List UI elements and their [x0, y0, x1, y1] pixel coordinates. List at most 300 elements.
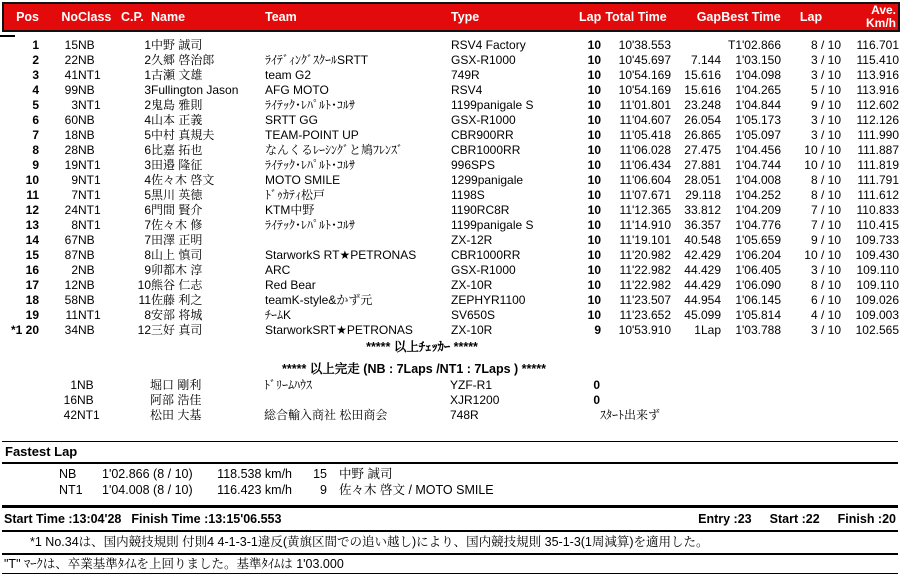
lap-count-cell: 10: [587, 143, 601, 158]
car-number-cell: 67: [64, 233, 78, 248]
lap-count-cell: 10: [587, 53, 601, 68]
rider-name-cell: 佐々木 啓文 / MOTO SMILE: [339, 482, 494, 497]
class-cell: NB: [78, 233, 95, 248]
average-speed-cell: 112.126: [856, 113, 899, 128]
class-position-cell: 11: [138, 293, 151, 308]
class-position-cell: 7: [144, 233, 151, 248]
class-cell: NT1: [78, 68, 101, 83]
best-time-cell: 1'04.209: [735, 203, 781, 218]
machine-type-cell: 1198S: [451, 188, 485, 203]
team-name-cell: ﾗｲﾃｯｸ･ﾚﾊﾟﾙﾄ･ｺﾙｻ: [265, 98, 356, 113]
gap-cell: 26.865: [684, 128, 721, 143]
best-time-cell: 1'03.150: [735, 53, 781, 68]
car-number-cell: 28: [64, 143, 78, 158]
average-speed-cell: 111.990: [857, 128, 899, 143]
dnf-section: [2, 378, 898, 423]
fastest-lap-title: Fastest Lap: [5, 444, 78, 459]
gap-cell: 36.357: [684, 218, 721, 233]
t-mark-note: "T" ﾏｰｸは、卒業基準ﾀｲﾑを上回りました。基準ﾀｲﾑは 1'03.000: [2, 555, 898, 574]
class-cell: NT1: [77, 408, 100, 422]
gap-cell: 33.812: [684, 203, 721, 218]
car-number-cell: 16: [63, 393, 77, 407]
team-name-cell: ﾄﾞﾘｰﾑﾊｳｽ: [264, 378, 313, 392]
table-row: [3, 98, 899, 113]
total-time-cell: 11'06.028: [619, 143, 671, 158]
position-cell: 8: [32, 143, 39, 158]
gap-cell: 27.475: [684, 143, 721, 158]
total-time-cell: 10'53.910: [618, 323, 671, 338]
team-name-cell: StarworkS RT★PETRONAS: [265, 248, 417, 263]
team-name-cell: ﾄﾞｩｶﾃｨ松戸: [265, 188, 326, 203]
best-lap-cell: 10 / 10: [804, 143, 841, 158]
team-name-cell: ﾗｲﾃｯｸ･ﾚﾊﾟﾙﾄ･ｺﾙｻ: [265, 158, 356, 173]
best-lap-cell: 8 / 10: [810, 278, 841, 293]
empty-cell: [327, 467, 339, 483]
empty-cell: [2, 393, 38, 408]
dnf-table: [2, 378, 898, 423]
machine-type-cell: 1190RC8R: [451, 203, 510, 218]
lap-count-cell: 10: [587, 113, 601, 128]
empty-cell: [120, 393, 150, 408]
total-time-cell: 11'06.604: [619, 173, 671, 188]
lap-count-cell: 10: [587, 98, 601, 113]
best-time-cell: T1'02.866: [728, 38, 781, 53]
col-header-ave-line2: Km/h: [866, 16, 896, 30]
best-lap-cell: 7 / 10: [810, 218, 841, 233]
class-cell: NT1: [78, 98, 101, 113]
class-position-cell: 8: [144, 308, 151, 323]
car-number-cell: 2: [71, 263, 78, 278]
machine-type-cell: 1299panigale: [451, 173, 524, 188]
class-position-cell: 12: [137, 323, 151, 338]
car-number-cell: 19: [64, 158, 78, 173]
class-position-cell: 10: [137, 278, 151, 293]
gap-cell: 44.954: [684, 293, 721, 308]
content: [2, 2, 898, 574]
position-cell: 14: [25, 233, 39, 248]
class-position-cell: 5: [144, 128, 151, 143]
col-header-class: Class: [78, 10, 112, 24]
car-number-cell: 8: [71, 218, 78, 233]
col-header-ave-kmh: [841, 3, 899, 31]
lap-count-cell: 0: [593, 378, 600, 392]
total-time-cell: 11'05.418: [619, 128, 671, 143]
machine-type-cell: SV650S: [451, 308, 496, 323]
gap-cell: 44.429: [684, 278, 721, 293]
dnf-note-cell: [600, 393, 898, 408]
empty-cell: [120, 378, 150, 393]
lap-count-cell: 10: [587, 68, 601, 83]
machine-type-cell: 1199panigale S: [451, 218, 534, 233]
table-row: [3, 158, 899, 173]
average-speed-cell: 112.602: [856, 98, 899, 113]
position-cell: 13: [25, 218, 39, 233]
class-cell: NB: [78, 38, 95, 53]
class-cell: NT1: [78, 218, 101, 233]
machine-type-cell: CBR1000RR: [451, 248, 521, 263]
position-cell: 9: [32, 158, 39, 173]
dnf-note-cell: [600, 378, 898, 393]
gap-cell: 40.548: [684, 233, 721, 248]
average-speed-cell: 111.612: [857, 188, 899, 203]
class-cell: NB: [78, 278, 95, 293]
empty-cell: [2, 467, 59, 483]
machine-type-cell: ZX-12R: [451, 233, 493, 248]
col-header-best-lap: Lap: [799, 10, 823, 24]
gap-cell: 42.429: [684, 248, 721, 263]
class-position-cell: 7: [144, 218, 151, 233]
class-cell: NB: [78, 293, 95, 308]
lap-count-cell: 10: [587, 278, 601, 293]
class-position-cell: 1: [144, 38, 151, 53]
table-row: [3, 323, 899, 338]
machine-type-cell: RSV4 Factory: [451, 38, 526, 53]
total-time-cell: 10'38.553: [618, 38, 671, 53]
lap-count-cell: [578, 408, 600, 423]
class-cell: NB: [59, 467, 77, 481]
team-name-cell: ﾁｰﾑK: [265, 308, 292, 323]
table-row: [3, 68, 899, 83]
gap-cell: 15.616: [684, 83, 721, 98]
rider-name-cell: 中村 真規夫: [151, 128, 215, 143]
rider-name-cell: 阿部 浩佳: [150, 393, 202, 407]
total-time-cell: 11'20.982: [619, 248, 671, 263]
team-name-cell: TEAM-POINT UP: [265, 128, 359, 143]
car-number-cell: 34: [64, 323, 78, 338]
class-position-cell: 9: [144, 263, 151, 278]
start-time: Start Time :13:04'28: [4, 512, 122, 526]
lap-count-cell: 10: [587, 248, 601, 263]
car-number-cell: 24: [64, 203, 78, 218]
gap-cell: 1Lap: [694, 323, 721, 338]
checker-separator: ***** 以上ﾁｪｯｶｰ *****: [366, 340, 478, 354]
best-time-cell: 1'06.145: [735, 293, 781, 308]
class-position-cell: 3: [144, 83, 151, 98]
average-speed-cell: 113.916: [856, 83, 899, 98]
table-header: [3, 3, 899, 31]
class-cell: NT1: [59, 482, 83, 497]
machine-type-cell: ZEPHYR1100: [451, 293, 526, 308]
team-name-cell: SRTT GG: [265, 113, 318, 128]
total-time-cell: 11'01.801: [619, 98, 671, 113]
footer-times: [2, 505, 898, 532]
rider-name-cell: 田邉 隆征: [151, 158, 203, 173]
class-cell: NT1: [78, 173, 101, 188]
machine-type-cell: ZX-10R: [451, 278, 493, 293]
best-lap-cell: 8 / 10: [810, 173, 841, 188]
rider-name-cell: 比嘉 拓也: [151, 143, 203, 158]
best-lap-cell: 9 / 10: [810, 98, 841, 113]
rider-name-cell: 松田 大基: [150, 408, 202, 422]
rider-name-cell: 堀口 剛利: [150, 378, 202, 392]
class-cell: NB: [78, 248, 95, 263]
class-cell: NB: [78, 53, 95, 68]
machine-type-cell: GSX-R1000: [451, 53, 516, 68]
class-position-cell: 3: [144, 158, 151, 173]
col-header-lap: Lap: [579, 10, 602, 24]
best-time-cell: 1'05.173: [735, 113, 781, 128]
rider-name-cell: 中野 誠司: [151, 38, 203, 53]
team-name-cell: ﾗｲﾃﾞｨﾝｸﾞｽｸｰﾙSRTT: [265, 53, 369, 68]
spacer-row: [3, 31, 899, 38]
best-time-cell: 1'04.252: [735, 188, 781, 203]
total-time-cell: 10'45.697: [618, 53, 671, 68]
table-row: [3, 293, 899, 308]
total-time-cell: 11'07.671: [619, 188, 671, 203]
best-lap-cell: 3 / 10: [810, 263, 841, 278]
finishers-separator: ***** 以上完走 (NB : 7Laps /NT1 : 7Laps ) *****: [282, 362, 546, 376]
best-lap-cell: 10 / 10: [804, 248, 841, 263]
rider-name-cell: 佐々木 修: [151, 218, 203, 233]
class-position-cell: 4: [144, 173, 151, 188]
col-header-cp: C.P.: [121, 10, 144, 24]
gap-cell: 28.051: [684, 173, 721, 188]
class-cell: NB: [78, 128, 95, 143]
rider-name-cell: 門間 賢介: [151, 203, 203, 218]
finish-time: Finish Time :13:15'06.553: [131, 512, 282, 526]
class-cell: NT1: [78, 308, 101, 323]
team-name-cell: [265, 233, 451, 248]
lap-count-cell: 10: [587, 173, 601, 188]
car-number-cell: 18: [64, 128, 78, 143]
car-number-cell: 15: [64, 38, 78, 53]
best-time-cell: 1'04.008: [735, 173, 781, 188]
best-lap-cell: 4 / 10: [810, 308, 841, 323]
best-time-cell: 1'06.090: [735, 278, 781, 293]
best-lap-cell: 3 / 10: [810, 113, 841, 128]
car-number-cell: 15: [313, 467, 327, 481]
car-number-cell: 22: [64, 53, 78, 68]
gap-cell: 44.429: [684, 263, 721, 278]
machine-type-cell: CBR1000RR: [451, 143, 521, 158]
class-cell: NB: [78, 83, 95, 98]
gap-cell: 29.118: [685, 188, 721, 203]
fastest-time-cell: 1'04.008 (8 / 10): [102, 482, 193, 497]
rider-name-cell: 田澤 正明: [151, 233, 203, 248]
team-name-cell: なんくるﾚｰｼﾝｸﾞと鳩ﾌﾚﾝｽﾞ: [265, 143, 404, 158]
total-time-cell: 11'04.607: [619, 113, 671, 128]
rider-name-cell: 安部 将城: [151, 308, 203, 323]
position-cell: 11: [26, 188, 39, 203]
team-name-cell: Red Bear: [265, 278, 316, 293]
average-speed-cell: 111.887: [857, 143, 899, 158]
car-number-cell: 60: [64, 113, 78, 128]
col-header-pos: Pos: [16, 10, 39, 24]
rider-name-cell: 佐々木 啓文: [151, 173, 215, 188]
fastest-time-cell: 1'02.866 (8 / 10): [102, 467, 193, 481]
best-time-cell: 1'04.265: [735, 83, 781, 98]
gap-cell: 27.881: [684, 158, 721, 173]
best-time-cell: 1'04.844: [735, 98, 781, 113]
best-lap-cell: 5 / 10: [810, 83, 841, 98]
position-cell: 10: [25, 173, 39, 188]
class-cell: NT1: [78, 203, 101, 218]
rider-name-cell: 佐藤 利之: [151, 293, 203, 308]
rider-name-cell: 熊谷 仁志: [151, 278, 203, 293]
class-cell: NT1: [78, 158, 101, 173]
rider-name-cell: 久郷 啓治郎: [151, 53, 215, 68]
machine-type-cell: 749R: [451, 68, 480, 83]
machine-type-cell: CBR900RR: [451, 128, 514, 143]
fastest-speed-cell: 118.538 km/h: [217, 467, 292, 481]
average-speed-cell: 109.003: [855, 308, 899, 323]
rider-name-cell: Fullington Jason: [151, 83, 239, 98]
car-number-cell: 11: [65, 308, 78, 323]
table-row: [3, 248, 899, 263]
lap-count-cell: 10: [587, 233, 601, 248]
average-speed-cell: 111.819: [857, 158, 899, 173]
rider-name-cell: 三好 真司: [151, 323, 203, 338]
total-time-cell: 11'06.434: [619, 158, 671, 173]
lap-count-cell: 10: [587, 203, 601, 218]
gap-cell: 45.099: [684, 308, 721, 323]
average-speed-cell: 116.701: [856, 38, 899, 53]
lap-count-cell: 10: [587, 263, 601, 278]
position-cell: 7: [32, 128, 39, 143]
machine-type-cell: 748R: [450, 408, 479, 422]
best-time-cell: 1'04.456: [735, 143, 781, 158]
average-speed-cell: 115.410: [856, 53, 899, 68]
lap-count-cell: 10: [587, 188, 601, 203]
rider-name-cell: 古瀬 文雄: [151, 68, 203, 83]
dnf-note-cell: ｽﾀｰﾄ出来ず: [600, 408, 661, 422]
average-speed-cell: 111.791: [857, 173, 899, 188]
footer-times-row: [2, 508, 898, 530]
position-cell: 4: [32, 83, 39, 98]
best-lap-cell: 7 / 10: [810, 203, 841, 218]
col-header-name: Name: [151, 10, 186, 24]
rider-name-cell: 山本 正義: [151, 113, 203, 128]
position-cell: 6: [32, 113, 39, 128]
table-row: [3, 203, 899, 218]
position-cell: 5: [32, 98, 39, 113]
machine-type-cell: GSX-R1000: [451, 263, 516, 278]
average-speed-cell: 109.110: [856, 263, 899, 278]
lap-count-cell: 10: [587, 308, 601, 323]
table-row: [2, 408, 898, 423]
table-row: [2, 467, 898, 483]
class-position-cell: 2: [144, 53, 151, 68]
position-cell: 12: [25, 203, 39, 218]
position-cell: 19: [25, 308, 39, 323]
total-time-cell: 11'22.982: [619, 263, 671, 278]
col-header-total-time: Total Time: [605, 10, 667, 24]
team-name-cell: [264, 393, 450, 408]
col-header-team: Team: [265, 10, 297, 24]
average-speed-cell: 110.833: [856, 203, 899, 218]
gap-cell: [671, 38, 721, 53]
best-time-cell: 1'04.776: [735, 218, 781, 233]
table-row: [3, 38, 899, 53]
gap-cell: 23.248: [684, 98, 721, 113]
empty-cell: [2, 378, 38, 393]
position-cell: 1: [32, 38, 39, 53]
class-cell: NB: [78, 263, 95, 278]
class-position-cell: 4: [144, 113, 151, 128]
best-lap-cell: 3 / 10: [810, 68, 841, 83]
machine-type-cell: YZF-R1: [450, 378, 492, 392]
empty-cell: [327, 483, 339, 499]
average-speed-cell: 109.026: [855, 293, 899, 308]
col-header-gap: Gap: [696, 10, 721, 24]
table-row: [3, 218, 899, 233]
class-position-cell: 2: [144, 98, 151, 113]
car-number-cell: 1: [70, 378, 77, 392]
empty-cell: [2, 483, 59, 499]
team-name-cell: AFG MOTO: [265, 83, 329, 98]
average-speed-cell: 109.733: [855, 233, 899, 248]
table-row: [3, 278, 899, 293]
total-time-cell: 11'23.507: [619, 293, 671, 308]
average-speed-cell: 113.916: [856, 68, 899, 83]
total-time-cell: 11'14.910: [619, 218, 671, 233]
total-time-cell: 11'19.101: [619, 233, 671, 248]
best-lap-cell: 3 / 10: [810, 323, 841, 338]
class-cell: NB: [78, 143, 95, 158]
machine-type-cell: 1199panigale S: [451, 98, 534, 113]
position-cell: 3: [32, 68, 39, 83]
car-number-cell: 7: [71, 188, 78, 203]
car-number-cell: 87: [64, 248, 78, 263]
team-name-cell: team G2: [265, 68, 312, 83]
best-time-cell: 1'05.097: [735, 128, 781, 143]
car-number-cell: 58: [64, 293, 78, 308]
table-row: [2, 393, 898, 408]
gap-cell: 15.616: [684, 68, 721, 83]
class-cell: NT1: [78, 188, 101, 203]
lap-count-cell: 0: [593, 393, 600, 407]
total-time-cell: 11'22.982: [619, 278, 671, 293]
results-table: [2, 2, 900, 338]
best-time-cell: 1'03.788: [735, 323, 781, 338]
position-cell: 2: [32, 53, 39, 68]
total-time-cell: 10'54.169: [618, 68, 671, 83]
machine-type-cell: ZX-10R: [451, 323, 493, 338]
machine-type-cell: RSV4: [451, 83, 483, 98]
team-name-cell: MOTO SMILE: [265, 173, 341, 188]
best-time-cell: 1'04.744: [735, 158, 781, 173]
best-time-cell: 1'05.814: [735, 308, 781, 323]
table-row: [3, 263, 899, 278]
fastest-lap-section: [2, 441, 898, 464]
penalty-note: *1 No.34は、国内競技規則 付則4 4-1-3-1違反(黄旗区間での追い越し)により、国内競技規則 35-1-3(1周減算)を適用した。: [2, 532, 898, 555]
table-row: [3, 113, 899, 128]
lap-count-cell: 10: [587, 83, 601, 98]
fastest-speed-cell: 116.423 km/h: [217, 482, 292, 497]
rider-name-cell: 鬼島 雅則: [151, 98, 203, 113]
team-name-cell: teamK-style&かず元: [265, 293, 373, 308]
car-number-cell: 12: [64, 278, 78, 293]
entry-count: Entry :23: [698, 512, 752, 526]
team-name-cell: StarworkSRT★PETRONAS: [265, 323, 413, 338]
best-lap-cell: 10 / 10: [804, 158, 841, 173]
machine-type-cell: GSX-R1000: [451, 113, 516, 128]
best-lap-cell: 3 / 10: [810, 53, 841, 68]
position-cell: 17: [25, 278, 39, 293]
team-name-cell: ﾗｲﾃｯｸ･ﾚﾊﾟﾙﾄ･ｺﾙｻ: [265, 218, 356, 233]
col-header-ave-line1: Ave.: [871, 3, 896, 17]
position-cell: 16: [25, 263, 39, 278]
col-header-best-time: Best Time: [721, 10, 781, 24]
class-position-cell: 5: [144, 188, 151, 203]
table-row: [3, 83, 899, 98]
average-speed-cell: 110.415: [856, 218, 899, 233]
rider-name-cell: 黒川 英徳: [151, 188, 203, 203]
table-row: [3, 143, 899, 158]
table-row: [3, 53, 899, 68]
machine-type-cell: XJR1200: [450, 393, 500, 407]
lap-count-cell: 10: [587, 128, 601, 143]
